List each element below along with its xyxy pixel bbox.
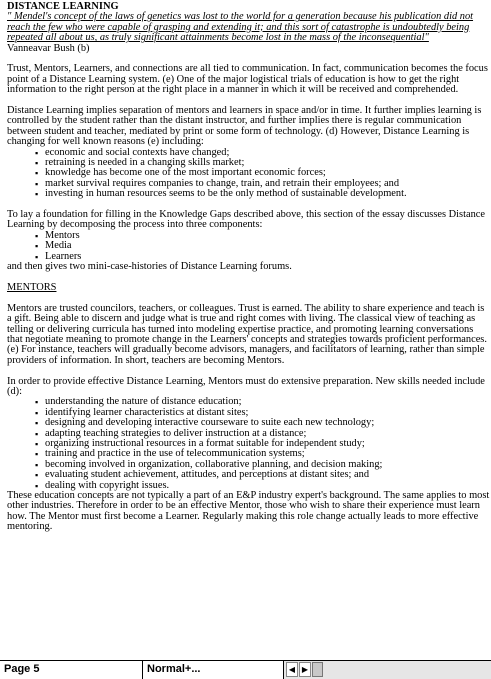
paragraph-distance-learning: Distance Learning implies separation of mentors and learners in space and/or in time. It further implies learning is controlled by the student rather than the distant instructor, and further implies there is regular communication between student and teacher, mediated by print or some form of technology. (d) However, Distance Learning is changing for well known reasons (e) including: bbox=[7, 105, 482, 148]
paragraph-components-end: and then gives two mini-case-histories of Distance Learning forums. bbox=[7, 261, 292, 273]
list-item: ▪ dealing with copyright issues. bbox=[45, 481, 491, 491]
list-item: ▪ identifying learner characteristics at distant sites; bbox=[45, 408, 491, 418]
epigraph-quote: " Mendel's concept of the laws of genetics was lost to the world for a generation because his publication did not reach the few who were capable of grasping and extending it; and this sort of catastrophe is undoubtedly being repeated all about us, as truly significant attainments become lost in the mass of the inconsequential" bbox=[7, 11, 474, 44]
list-item: ▪ evaluating student achievement, attitudes, and perceptions at distant sites; and bbox=[45, 470, 491, 480]
style-indicator[interactable]: Normal+... bbox=[143, 661, 284, 679]
paragraph-conclusion: These education concepts are not typically a part of an E&P industry expert's background. The same applies to most other industries. Therefore in order to be an effective Mentor, those who wish to share their experience must learn how. The Mentor must first become a Learner. Regularly making this role change actually leads to more effective mentoring. bbox=[7, 490, 490, 533]
paragraph-mentors: Mentors are trusted councilors, teachers, or colleagues. Trust is earned. The ability to share experience and teach is a gift. Being able to discern and judge what is true and right comes with living. The classical view of teaching as telling or delivering curricula has turned into modeling expertise practice, and promoting learning conversations that negotiate meaning to promote change in the Learners' concepts and strategies towards proficient performances. (e) For instance, teachers will gradually become advisors, managers, and facilitators of learning, rather than simple providers of information. In short, teachers are becoming Mentors. bbox=[7, 302, 487, 366]
list-item: ▪ retraining is needed in a changing skills market; bbox=[45, 158, 491, 168]
page-indicator[interactable]: Page 5 bbox=[0, 661, 143, 679]
list-item: ▪ Mentors bbox=[45, 231, 491, 241]
paragraph-intro: Trust, Mentors, Learners, and connections are all tied to communication. In fact, communication becomes the focus point of a Distance Learning system. (e) One of the major logistical trials of education is how to get the right information to the right person at the right place in a manner in which it will be received and comprehended. bbox=[7, 63, 488, 96]
list-item: ▪ understanding the nature of distance education; bbox=[45, 397, 491, 407]
paragraph-components: To lay a foundation for filling in the Knowledge Gaps described above, this section of the essay discusses Distance Learning by decomposing the process into three components: bbox=[7, 209, 485, 231]
status-bar bbox=[0, 660, 491, 679]
scroll-thumb[interactable] bbox=[312, 662, 323, 677]
list-item: ▪ Learners bbox=[45, 252, 491, 262]
list-item: ▪ economic and social contexts have changed; bbox=[45, 148, 491, 158]
scroll-right-icon[interactable]: ▶ bbox=[299, 662, 311, 677]
epigraph-author: Vanneavar Bush (b) bbox=[7, 42, 90, 54]
list-item: ▪ becoming involved in organization, collaborative planning, and decision making; bbox=[45, 460, 491, 470]
list-item: ▪ training and practice in the use of telecommunication systems; bbox=[45, 449, 491, 459]
list-item: ▪ market survival requires companies to change, train, and retrain their employees; and bbox=[45, 179, 491, 189]
list-item: ▪ Media bbox=[45, 241, 491, 251]
components-list bbox=[7, 231, 491, 262]
list-item: ▪ knowledge has become one of the most important economic forces; bbox=[45, 168, 491, 178]
scroll-left-icon[interactable]: ◀ bbox=[286, 662, 298, 677]
list-item: ▪ investing in human resources seems to be the only method of sustainable development. bbox=[45, 189, 491, 199]
horizontal-scrollbar[interactable] bbox=[284, 661, 491, 679]
list-item: ▪ adapting teaching strategies to deliver instruction at a distance; bbox=[45, 429, 491, 439]
list-item: ▪ organizing instructional resources in a format suitable for independent study; bbox=[45, 439, 491, 449]
list-item: ▪ designing and developing interactive courseware to suite each new technology; bbox=[45, 418, 491, 428]
section-heading-mentors: MENTORS bbox=[7, 281, 57, 293]
skills-list bbox=[7, 397, 491, 491]
reasons-list bbox=[7, 148, 491, 200]
paragraph-mentor-preparation: In order to provide effective Distance Learning, Mentors must do extensive preparation. New skills needed include (d): bbox=[7, 375, 485, 397]
document-title: DISTANCE LEARNING bbox=[7, 1, 119, 12]
